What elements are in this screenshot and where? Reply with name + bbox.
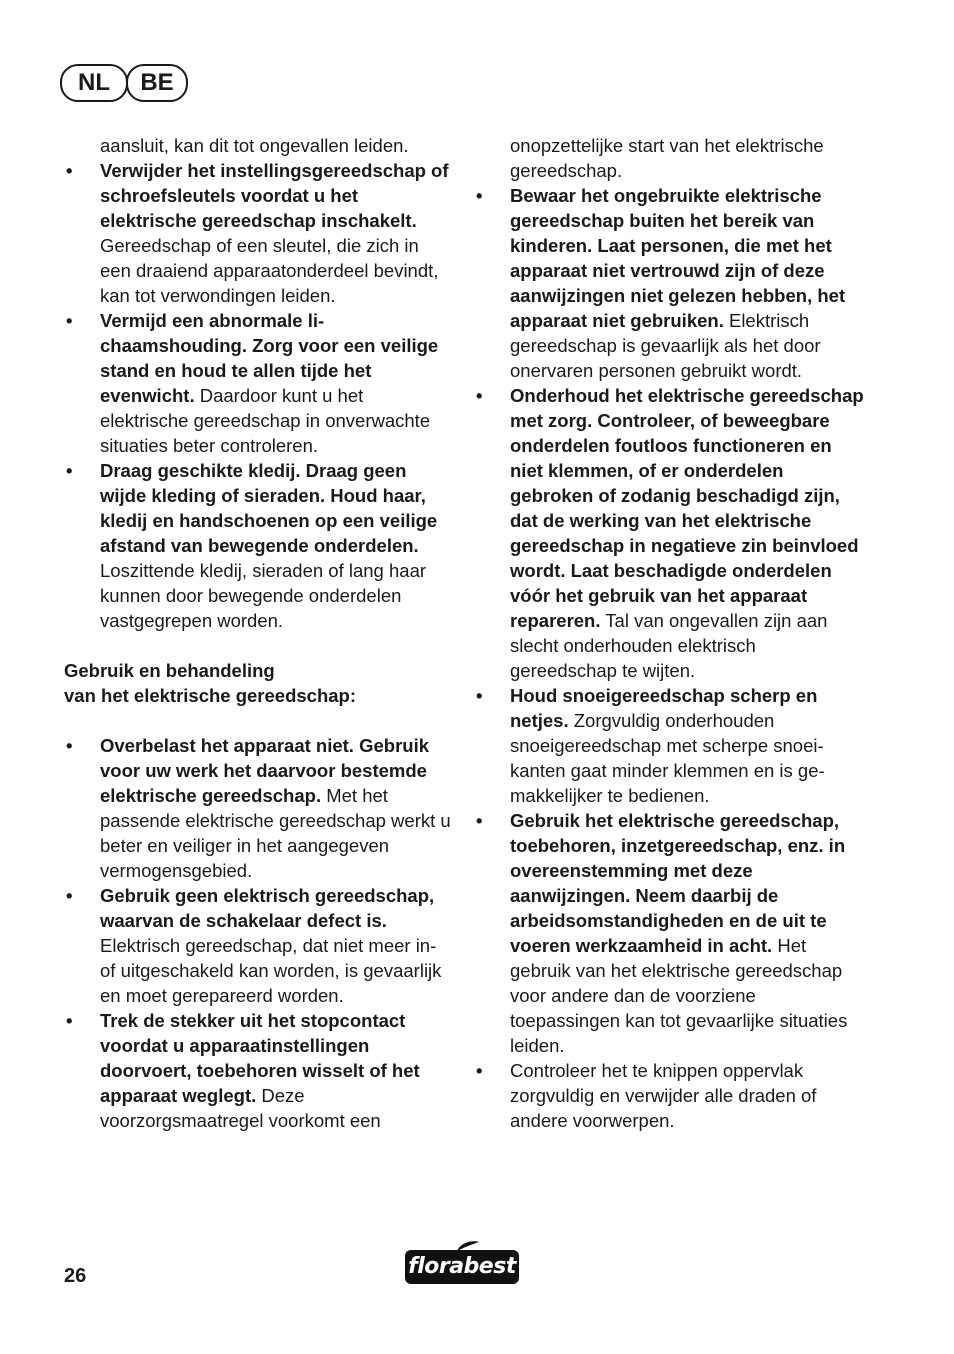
- logo-wordmark: florabest: [405, 1250, 519, 1284]
- item-bold-text: Houd snoeigereedschap scherp en netjes.: [510, 685, 818, 731]
- bullet-icon: •: [66, 885, 73, 906]
- safety-item: [64, 1008, 452, 1133]
- safety-item: [64, 158, 452, 308]
- continued-text: aansluit, kan dit tot ongevallen leiden.: [100, 135, 409, 156]
- item-text: Elektrisch gereedschap is gevaarlijk als het door onervaren personen gebruikt wordt.: [510, 310, 821, 381]
- item-text: Tal van ongevallen zijn aan slecht onderhouden elektrisch gereedschap te wijten.: [510, 610, 828, 681]
- safety-item: [64, 308, 452, 458]
- item-text: Daardoor kunt u het elektrische gereedschap in onverwachte situaties beter controleren.: [100, 385, 431, 456]
- bullet-icon: •: [66, 1010, 73, 1031]
- item-text: Deze voorzorgsmaatregel voorkomt een: [100, 1085, 381, 1131]
- bullet-icon: •: [476, 385, 483, 406]
- bullet-icon: •: [476, 1060, 483, 1081]
- safety-item: [474, 1058, 864, 1133]
- item-bold-text: Vermijd een abnormale lichaamshouding. Zorg voor een veilige stand en houd te allen tijde het evenwicht.: [100, 310, 439, 406]
- language-badge-nl: NL: [60, 64, 128, 102]
- item-text: Gereedschap of een sleutel, die zich in een draaiend apparaatonderdeel bevindt, kan tot verwondingen leiden.: [100, 235, 439, 306]
- safety-item: [64, 458, 452, 633]
- language-badge-be: BE: [126, 64, 188, 102]
- bullet-icon: •: [66, 160, 73, 181]
- bullet-icon: •: [66, 460, 73, 481]
- item-text: Elektrisch gereedschap, dat niet meer in- of uitgeschakeld kan worden, is gevaarlijk en moet gerepareerd worden.: [100, 935, 442, 1006]
- bullet-icon: •: [476, 185, 483, 206]
- item-bold-text: Gebruik het elektrische gereedschap, toebehoren, inzetgereedschap, enz. in overeenstemming met deze aanwijzingen. Neem daarbij de arbeidsomstandigheden en de uit te voeren werkzaamheid in acht.: [510, 810, 846, 956]
- section-heading-line: van het elektrische gereedschap:: [64, 685, 357, 706]
- safety-item: [474, 808, 864, 1058]
- continued-text: onopzettelijke start van het elektrische gereedschap.: [510, 135, 824, 181]
- left-column: [64, 133, 452, 1133]
- item-text: Loszittende kledij, sieraden of lang haar kunnen door bewegende onderdelen vastgegrepen worden.: [100, 560, 427, 631]
- safety-item: [474, 383, 864, 683]
- bullet-icon: •: [476, 685, 483, 706]
- right-column: [474, 133, 864, 1133]
- safety-item: [474, 683, 864, 808]
- section-heading: [64, 658, 452, 708]
- page-number: 26: [64, 1265, 87, 1287]
- section-heading-line: Gebruik en behandeling: [64, 660, 275, 681]
- item-bold-text: Overbelast het apparaat niet. Gebruik voor uw werk het daarvoor bestemde elektrische gereedschap.: [100, 735, 429, 806]
- item-text: Zorgvuldig onderhouden snoeigereedschap met scherpe snoeikanten gaat minder klemmen en is gemakkelijker te bedienen.: [510, 710, 825, 806]
- item-bold-text: Trek de stekker uit het stopcontact voordat u apparaatinstellingen doorvoert, toebehoren wisselt of het apparaat weglegt.: [100, 1010, 420, 1106]
- item-bold-text: Bewaar het ongebruikte elektrische gereedschap buiten het bereik van kinderen. Laat personen, die met het apparaat niet vertrouwd zijn of deze aanwijzingen niet gelezen hebben, het apparaat niet gebruiken.: [510, 185, 846, 331]
- safety-item: [64, 883, 452, 1008]
- bullet-icon: •: [476, 810, 483, 831]
- bullet-icon: •: [66, 310, 73, 331]
- florabest-logo: [405, 1246, 519, 1288]
- item-text: Het gebruik van het elektrische gereedschap voor andere dan de voorziene toepassingen kan tot gevaarlijke situaties leiden.: [510, 935, 848, 1056]
- item-bold-text: Draag geschikte kledij. Draag geen wijde kleding of sieraden. Houd haar, kledij en handschoenen op een veilige afstand van bewegende onderdelen.: [100, 460, 438, 556]
- item-bold-text: Onderhoud het elektrische gereedschap met zorg. Controleer, of beweegbare onderdelen foutloos functioneren en niet klemmen, of er onderdelen gebroken of zodanig beschadigd zijn, dat de werking van het elektrische gereedschap in negatieve zin beinvloed wordt. Laat beschadigde onderdelen vóór het gebruik van het apparaat repareren.: [510, 385, 864, 631]
- item-text: Controleer het te knippen oppervlak zorgvuldig en verwijder alle draden of andere voorwerpen.: [510, 1060, 817, 1131]
- item-bold-text: Verwijder het instellingsgereedschap of schroefsleutels voordat u het elektrische gereedschap inschakelt.: [100, 160, 449, 231]
- item-bold-text: Gebruik geen elektrisch gereedschap, waarvan de schakelaar defect is.: [100, 885, 435, 931]
- safety-item: [474, 183, 864, 383]
- safety-item: [64, 733, 452, 883]
- item-text: Met het passende elektrische gereedschap werkt u beter en veiliger in het aangegeven vermogensgebied.: [100, 785, 451, 881]
- bullet-icon: •: [66, 735, 73, 756]
